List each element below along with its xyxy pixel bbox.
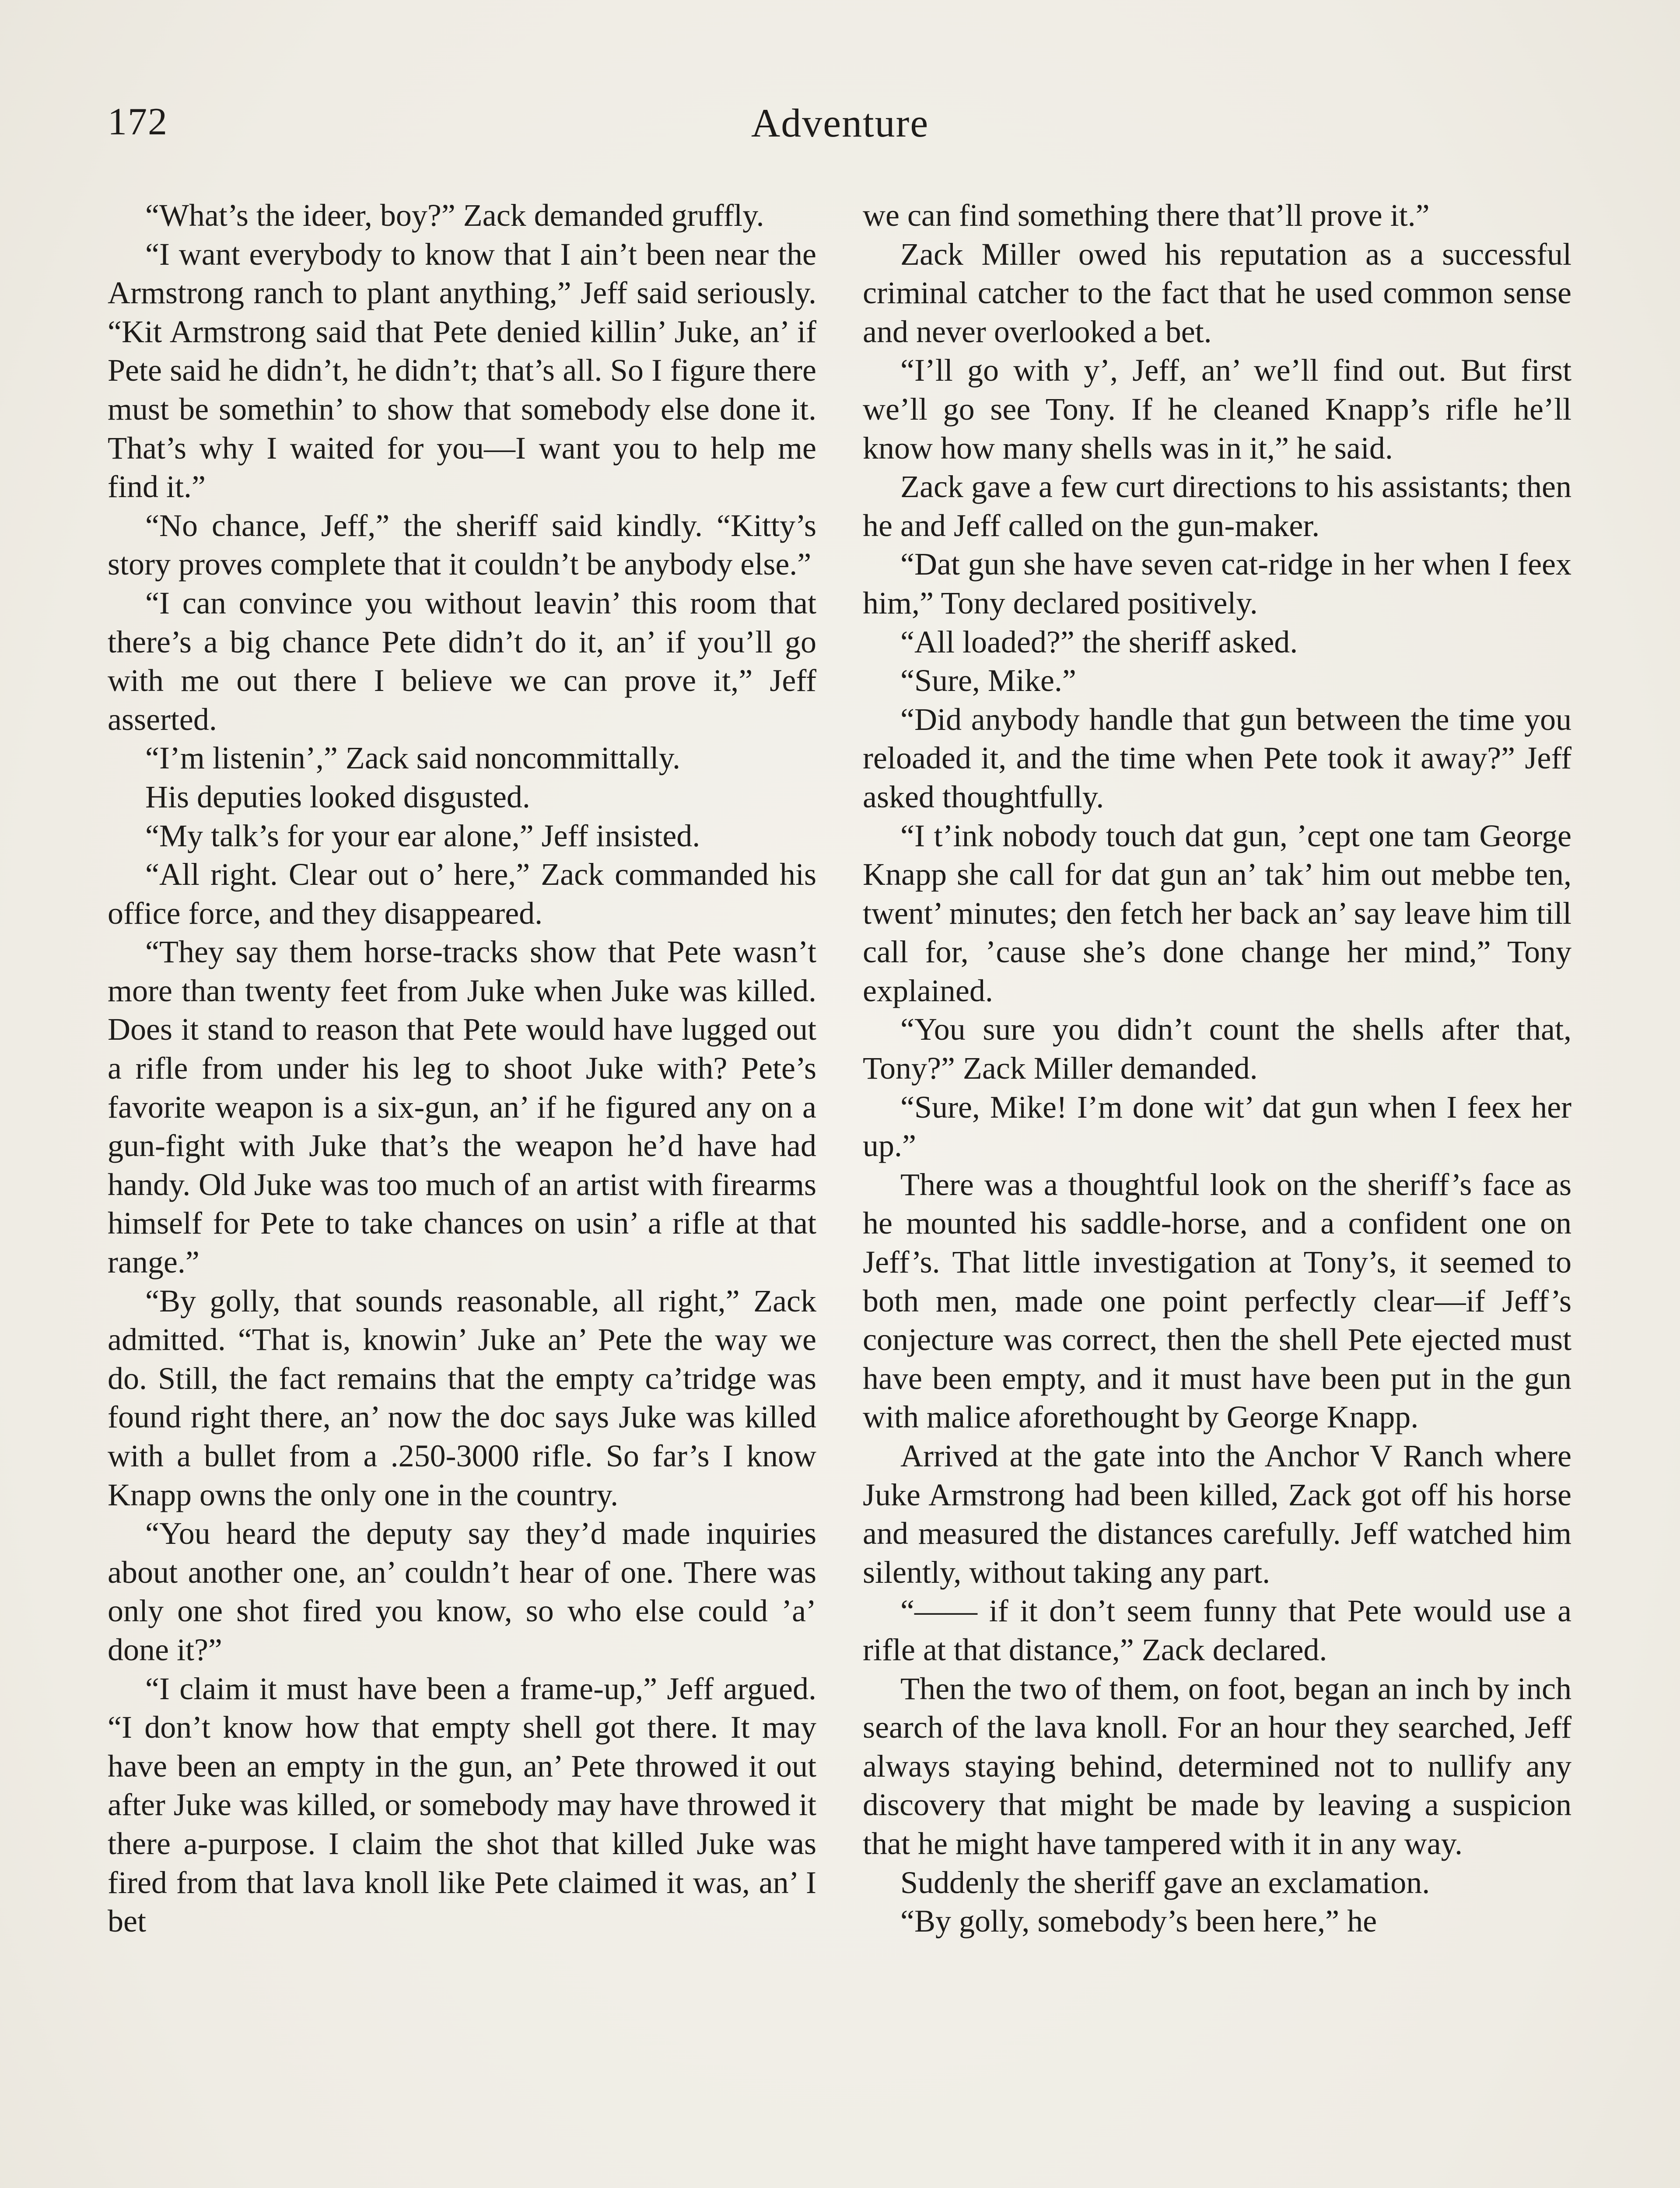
paragraph: “By golly, that sounds reasonable, all right,” Zack admitted. “That is, knowin’ Juke an’ Pete the way we do. Still, the fact remains that the empty ca’tridge was found right there, an’ now the doc says Juke was killed with a bullet from a .250-3000 rifle. So far’s I know Knapp owns the only one in the country.	[108, 1283, 816, 1512]
paragraph: “By golly, somebody’s been here,” he	[900, 1904, 1377, 1939]
paragraph: “No chance, Jeff,” the sheriff said kindly. “Kitty’s story proves complete that it couldn’t be anybody else.”	[108, 508, 816, 582]
paragraph: Zack Miller owed his reputation as a successful criminal catcher to the fact that he used common sense and never overlooked a bet.	[863, 236, 1572, 349]
paragraph: “Dat gun she have seven cat-ridge in her when I feex him,” Tony declared positively.	[863, 547, 1572, 621]
paragraph: “I want everybody to know that I ain’t been near the Armstrong ranch to plant anything,” Jeff said seriously. “Kit Armstrong said that Pete denied killin’ Juke, an’ if Pete said he didn’t, he didn’t; that’s all. So I figure there must be somethin’ to show that somebody else done it. That’s why I waited for you—I want you to help me find it.”	[108, 236, 816, 505]
paragraph: Then the two of them, on foot, began an inch by inch search of the lava knoll. For an hour they searched, Jeff always staying behind, determined not to nullify any discovery that might be made by leaving a suspicion that he might have tampered with it in any way.	[863, 1671, 1572, 1861]
paragraph: Arrived at the gate into the Anchor V Ranch where Juke Armstrong had been killed, Zack got off his horse and measured the distances carefully. Jeff watched him silently, without taking any part.	[863, 1438, 1572, 1590]
paragraph: “I t’ink nobody touch dat gun, ’cept one tam George Knapp she call for dat gun an’ tak’ him out mebbe ten, twent’ minutes; den fetch her back an’ say leave him till call for, ’cause she’s done change her mind,” Tony explained.	[863, 818, 1572, 1008]
paragraph: Zack gave a few curt directions to his assistants; then he and Jeff called on the gun-maker.	[863, 469, 1572, 543]
left-column	[108, 196, 816, 1941]
paragraph: “—— if it don’t seem funny that Pete would use a rifle at that distance,” Zack declared.	[863, 1593, 1572, 1667]
paragraph: Suddenly the sheriff gave an exclamation.	[900, 1865, 1430, 1900]
paragraph: “I claim it must have been a frame-up,” Jeff argued. “I don’t know how that empty shell got there. It may have been an empty in the gun, an’ Pete throwed it out after Juke was killed, or somebody may have throwed it there a-purpose. I claim the shot that killed Juke was fired from that lava knoll like Pete claimed it was, an’ I bet	[108, 1671, 816, 1939]
paragraph: “Sure, Mike! I’m done wit’ dat gun when I feex her up.”	[863, 1089, 1572, 1164]
paragraph: “I’m listenin’,” Zack said noncommittally.	[145, 740, 680, 776]
paragraph: “They say them horse-tracks show that Pete wasn’t more than twenty feet from Juke when Juke was killed. Does it stand to reason that Pete would have lugged out a rifle from under his leg to shoot Juke with? Pete’s favorite weapon is a six-gun, an’ if he figured any on a gun-fight with Juke that’s the weapon he’d have had handy. Old Juke was too much of an artist with firearms himself for Pete to take chances on usin’ a rifle at that range.”	[108, 934, 816, 1280]
running-title: Adventure	[751, 101, 929, 145]
right-column	[863, 196, 1572, 1941]
page-number: 172	[108, 101, 168, 143]
paragraph-continuation: we can find something there that’ll prove it.”	[863, 198, 1430, 233]
paragraph: “All right. Clear out o’ here,” Zack commanded his office force, and they disappeared.	[108, 857, 816, 931]
paragraph: “I can convince you without leavin’ this room that there’s a big chance Pete didn’t do it, an’ if you’ll go with me out there I believe we can prove it,” Jeff asserted.	[108, 585, 816, 737]
paragraph: “You sure you didn’t count the shells after that, Tony?” Zack Miller demanded.	[863, 1012, 1572, 1086]
paragraph: “Sure, Mike.”	[900, 663, 1076, 698]
paragraph: There was a thoughtful look on the sheriff’s face as he mounted his saddle-horse, and a confident one on Jeff’s. That little investigation at Tony’s, it seemed to both men, made one point perfectly clear—if Jeff’s conjecture was correct, then the shell Pete ejected must have been empty, and it must have been put in the gun with malice aforethought by George Knapp.	[863, 1167, 1572, 1435]
paragraph: “Did anybody handle that gun between the time you reloaded it, and the time when Pete took it away?” Jeff asked thoughtfully.	[863, 701, 1572, 814]
paragraph: “I’ll go with y’, Jeff, an’ we’ll find out. But first we’ll go see Tony. If he cleaned Knapp’s rifle he’ll know how many shells was in it,” he said.	[863, 353, 1572, 466]
page-header	[105, 100, 1575, 161]
paragraph: His deputies looked disgusted.	[145, 779, 530, 814]
paragraph: “All loaded?” the sheriff asked.	[900, 624, 1298, 659]
paragraph: “You heard the deputy say they’d made inquiries about another one, an’ couldn’t hear of one. There was only one shot fired you know, so who else could ’a’ done it?”	[108, 1516, 816, 1667]
paragraph: “What’s the ideer, boy?” Zack demanded gruffly.	[145, 198, 764, 233]
paragraph: “My talk’s for your ear alone,” Jeff insisted.	[145, 818, 700, 853]
